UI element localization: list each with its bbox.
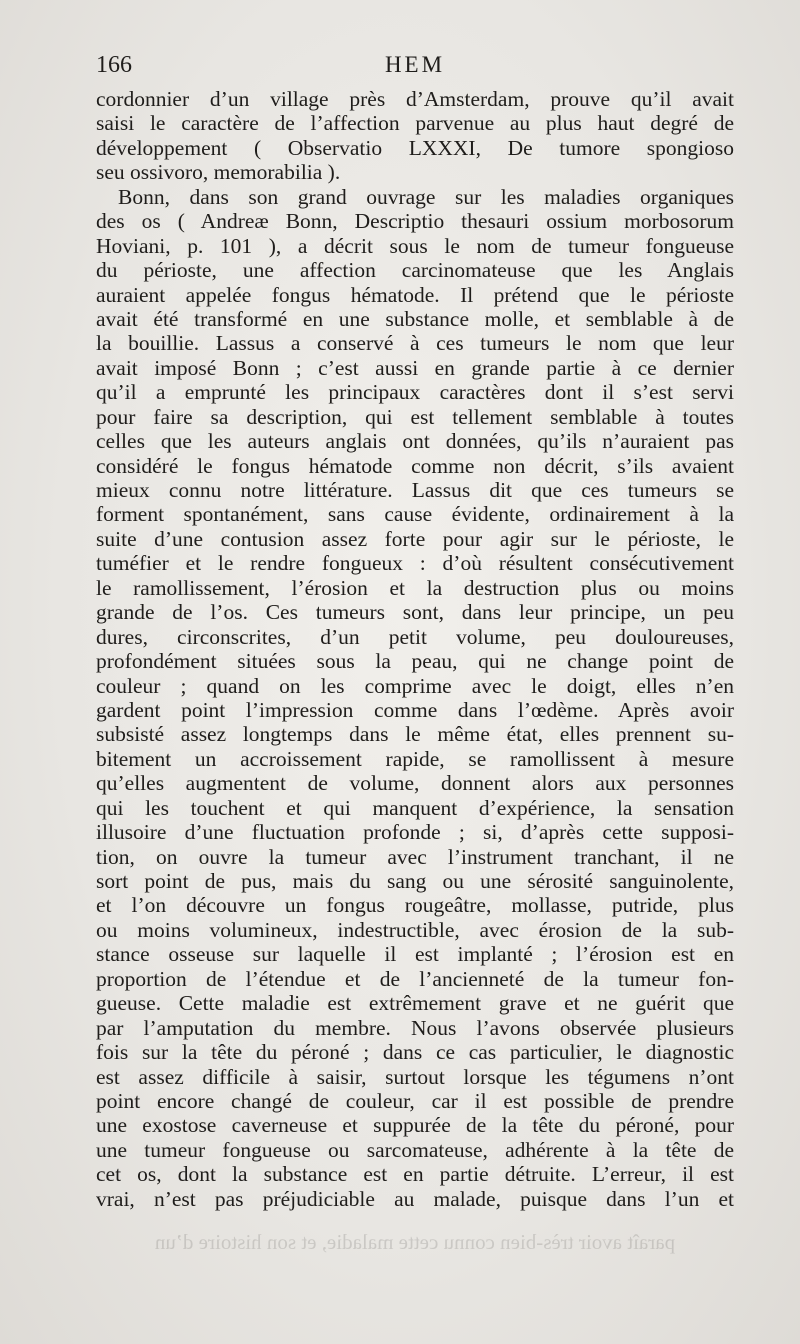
text-line: considéré le fongus hématode comme non décrit, s’ils avaient <box>96 453 734 478</box>
text-line: tion, on ouvre la tumeur avec l’instrument tranchant, il ne <box>96 844 734 869</box>
text-line: dures, circonscrites, d’un petit volume, peu douloureuses, <box>96 624 734 649</box>
text-line: pour faire sa description, qui est tellement semblable à toutes <box>96 404 734 429</box>
text-line: saisi le caractère de l’affection parvenue au plus haut degré de <box>96 111 734 136</box>
text-line: bitement un accroissement rapide, se ramollissent à mesure <box>96 746 734 771</box>
text-line: du périoste, une affection carcinomateuse que les Anglais <box>96 258 734 283</box>
text-line: des os ( Andreæ Bonn, Descriptio thesauri ossium morbosorum <box>96 209 734 234</box>
text-line: mieux connu notre littérature. Lassus dit que ces tumeurs se <box>96 478 734 502</box>
text-line: forment spontanément, sans cause évidente, ordinairement à la <box>96 502 734 527</box>
text-line: auraient appelée fongus hématode. Il prétend que le périoste <box>96 282 734 307</box>
text-line: suite d’une contusion assez forte pour agir sur le périoste, le <box>96 526 734 551</box>
text-line: stance osseuse sur laquelle il est implanté ; l’érosion est en <box>96 942 734 967</box>
paragraph-start-line: Bonn, dans son grand ouvrage sur les maladies organiques <box>118 184 734 209</box>
text-line: gardent point l’impression comme dans l’œdème. Après avoir <box>96 697 734 722</box>
text-line: grande de l’os. Ces tumeurs sont, dans leur principe, un peu <box>96 600 734 625</box>
text-line: qui les touchent et qui manquent d’expérience, la sensation <box>96 795 734 820</box>
text-line: proportion de l’étendue et de l’ancienneté de la tumeur fon- <box>96 966 734 991</box>
page-number: 166 <box>96 52 132 78</box>
text-line: gueuse. Cette maladie est extrêmement grave et ne guérit que <box>96 991 734 1016</box>
text-line: une exostose caverneuse et suppurée de la tête du péroné, pour <box>96 1113 734 1138</box>
text-line: point encore changé de couleur, car il est possible de prendre <box>96 1088 734 1113</box>
text-line: par l’amputation du membre. Nous l’avons observée plusieurs <box>96 1015 734 1040</box>
text-line: illusoire d’une fluctuation profonde ; si, d’après cette supposi- <box>96 820 734 845</box>
text-line: fois sur la tête du péroné ; dans ce cas particulier, le diagnostic <box>96 1040 734 1065</box>
text-line: la bouillie. Lassus a conservé à ces tumeurs le nom que leur <box>96 331 734 356</box>
text-line: couleur ; quand on les comprime avec le doigt, elles n’en <box>96 673 734 698</box>
text-line: tuméfier et le rendre fongueux : d’où résultent consécutivement <box>96 551 734 576</box>
text-line: celles que les auteurs anglais ont données, qu’ils n’auraient pas <box>96 429 734 454</box>
page-header <box>96 52 734 86</box>
text-line: Hoviani, p. 101 ), a décrit sous le nom de tumeur fongueuse <box>96 233 734 258</box>
text-line: développement ( Observatio LXXXI, De tumore spongioso <box>96 135 734 160</box>
text-line: est assez difficile à saisir, surtout lorsque les tégumens n’ont <box>96 1064 734 1089</box>
show-through-text: paraît avoir très-bien connu cette maladie, et son histoire d’un <box>154 1230 676 1254</box>
text-line: avait imposé Bonn ; c’est aussi en grande partie à ce dernier <box>96 355 734 380</box>
text-line: vrai, n’est pas préjudiciable au malade, puisque dans l’un et <box>96 1186 734 1211</box>
text-line: avait été transformé en une substance molle, et semblable à de <box>96 306 734 331</box>
body-text <box>96 87 734 1211</box>
text-line: ou moins volumineux, indestructible, avec érosion de la sub- <box>96 917 734 942</box>
text-line: seu ossivoro, memorabilia ). <box>96 160 341 185</box>
text-line: profondément situées sous la peau, qui ne change point de <box>96 649 734 674</box>
text-line: cet os, dont la substance est en partie détruite. L’erreur, il est <box>96 1162 734 1187</box>
text-line: une tumeur fongueuse ou sarcomateuse, adhérente à la tête de <box>96 1137 734 1162</box>
text-line: sort point de pus, mais du sang ou une sérosité sanguinolente, <box>96 869 734 893</box>
text-line: qu’il a emprunté les principaux caractères dont il s’est servi <box>96 380 734 405</box>
text-line: et l’on découvre un fongus rougeâtre, mollasse, putride, plus <box>96 893 734 918</box>
text-line: qu’elles augmentent de volume, donnent alors aux personnes <box>96 771 734 796</box>
text-line: subsisté assez longtemps dans le même état, elles prennent su- <box>96 722 734 747</box>
running-head: HEM <box>384 52 446 77</box>
text-line: cordonnier d’un village près d’Amsterdam, prouve qu’il avait <box>96 87 734 111</box>
text-line: le ramollissement, l’érosion et la destruction plus ou moins <box>96 575 734 600</box>
